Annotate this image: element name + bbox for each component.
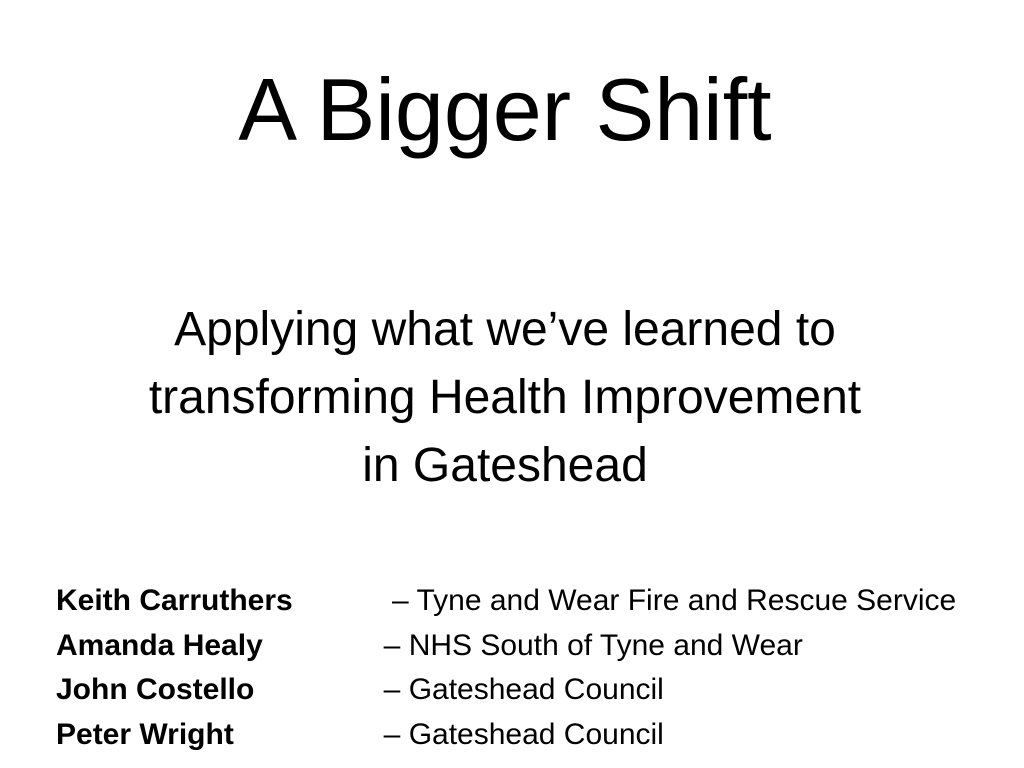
- subtitle-line: in Gateshead: [362, 439, 648, 492]
- presenter-name: Peter Wright: [56, 717, 234, 751]
- presenter-name: Keith Carruthers: [56, 584, 293, 618]
- presenter-row: [56, 579, 1016, 624]
- subtitle-line: Applying what we’ve learned to: [174, 303, 836, 356]
- presenter-name: Amanda Healy: [56, 628, 263, 662]
- presenter-organisation: – Gateshead Council: [367, 673, 664, 707]
- presenter-row: [56, 624, 1016, 669]
- presenter-row: [56, 713, 1016, 758]
- presenter-row: [56, 668, 1016, 713]
- presenter-organisation: – Gateshead Council: [367, 717, 664, 751]
- subtitle-line: transforming Health Improvement: [148, 371, 862, 424]
- presenter-name: John Costello: [56, 673, 255, 707]
- presenter-list: [56, 579, 1016, 757]
- slide-subtitle: [0, 296, 1010, 500]
- presenter-organisation: – Tyne and Wear Fire and Rescue Service: [367, 584, 957, 618]
- presenter-organisation: – NHS South of Tyne and Wear: [367, 628, 803, 662]
- slide-title: A Bigger Shift: [238, 60, 772, 159]
